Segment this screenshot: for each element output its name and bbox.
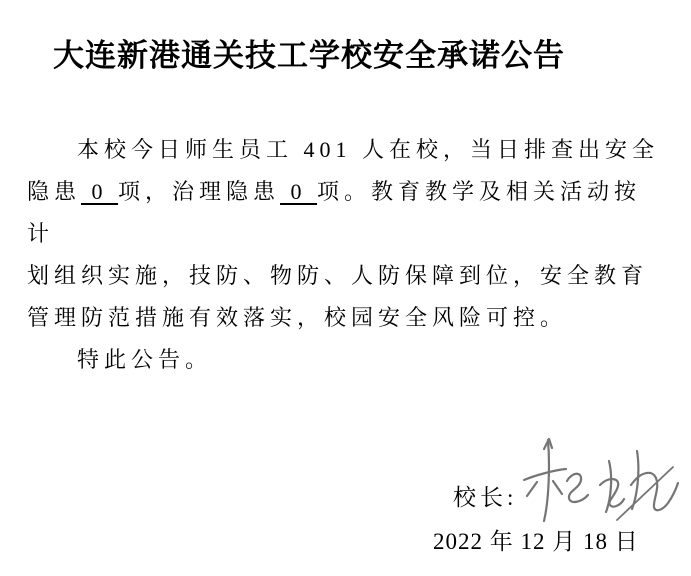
body-text: 隐患 (27, 179, 82, 204)
body-text: 管理防范措施有效落实，校园安全风险可控。 (27, 305, 568, 330)
body-text: 项。教育教学及相关活动按计 (27, 179, 642, 246)
body-text: 特此公告。 (77, 347, 213, 372)
body-line (27, 171, 667, 255)
body-line (27, 339, 667, 381)
signature-strokes (524, 439, 678, 521)
body-line (27, 297, 667, 339)
principal-signature-handwriting-icon (510, 425, 691, 540)
principal-label: 校长: (453, 485, 518, 510)
announcement-body (27, 129, 667, 381)
date-line: 2022 年 12 月 18 日 (433, 529, 639, 554)
underlined-value: 0 (280, 179, 318, 204)
body-line (27, 129, 667, 171)
body-text: 划组织实施，技防、物防、人防保障到位，安全教育 (27, 263, 649, 288)
document-title: 大连新港通关技工学校安全承诺公告 (53, 38, 565, 73)
body-text: 本校今日师生员工 401 人在校，当日排查出安全 (77, 137, 660, 162)
body-line (27, 255, 667, 297)
underlined-value: 0 (81, 179, 119, 204)
body-text: 项，治理隐患 (118, 179, 281, 204)
